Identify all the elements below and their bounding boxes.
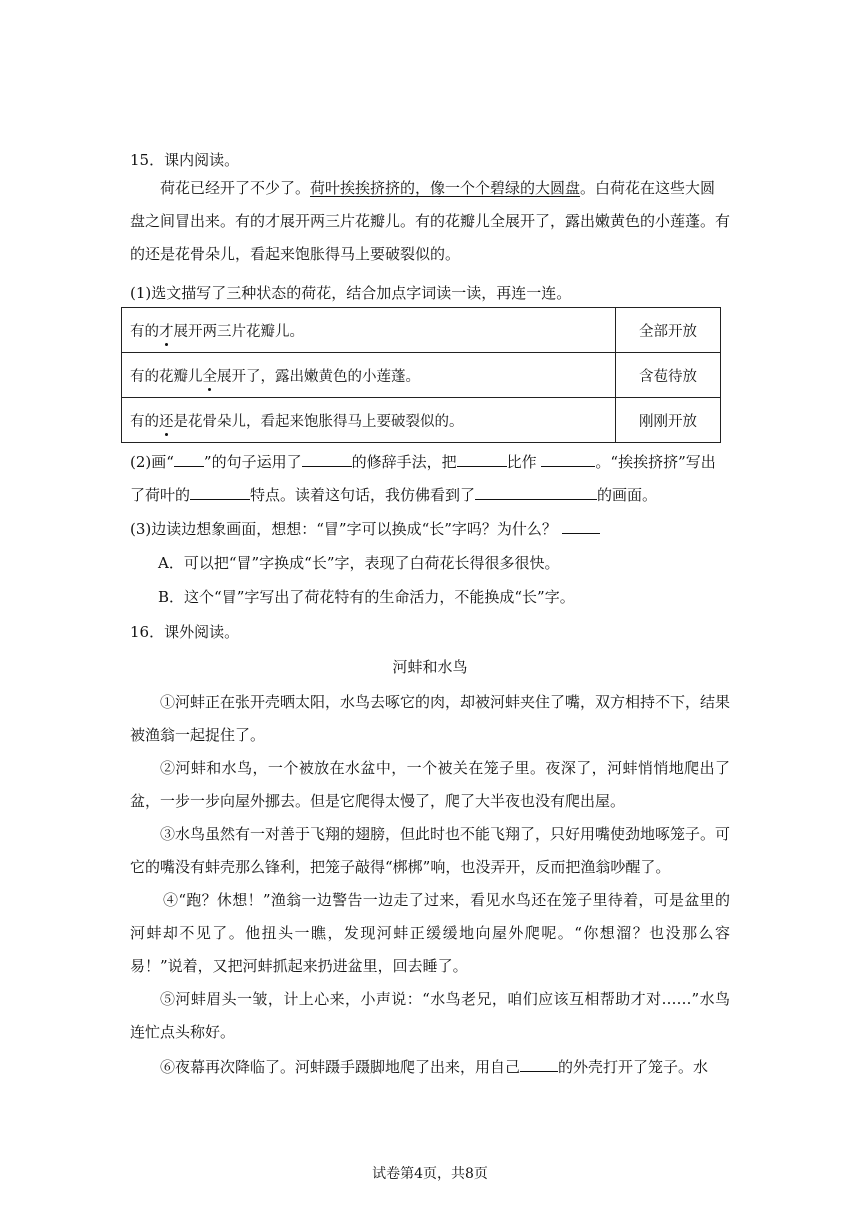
passage-rest: 。白荷花在这些大圆	[580, 179, 716, 197]
blank[interactable]	[475, 485, 597, 500]
passage-line-3: 的还是花骨朵儿，看起来饱胀得马上要破裂似的。	[130, 245, 461, 263]
q15-sub3: (3)边读边想象画面，想想：“冒”字可以换成“长”字吗？为什么？	[130, 519, 600, 539]
statement-cell: 有的还是花骨朵儿，看起来饱胀得马上要破裂似的。	[122, 398, 616, 443]
q15-sub2-line1: (2)画“ ”的句子运用了 的修辞手法，把 比作 。“挨挨挤挤”写出	[130, 453, 716, 471]
story-paragraph-4: ④“跑？休想！”渔翁一边警告一边走了过来，看见水鸟还在笼子里待着，可是盆里的河蚌却不见了。他扭头一瞧，发现河蚌正缓缓地向屋外爬呢。“你想溜？也没那么容易！”说着，又把河蚌抓起来扔进盆里，回去睡了。	[130, 891, 730, 975]
statement-cell: 有的才展开两三片花瓣儿。	[122, 308, 616, 353]
blank[interactable]	[541, 452, 595, 467]
blank[interactable]	[562, 519, 600, 534]
story-paragraph-5: ⑤河蚌眉头一皱，计上心来，小声说：“水鸟老兄，咱们应该互相帮助才对……”水鸟连忙点头称好。	[130, 990, 730, 1041]
table-row	[122, 308, 721, 353]
q15-heading: 15．课内阅读。	[130, 151, 240, 169]
story-paragraph-2: ②河蚌和水鸟，一个被放在水盆中，一个被关在笼子里。夜深了，河蚌悄悄地爬出了盆，一步一步向屋外挪去。但是它爬得太慢了，爬了大半夜也没有爬出屋。	[130, 759, 730, 810]
q15-passage	[130, 172, 730, 205]
story-title: 河蚌和水鸟	[392, 658, 468, 676]
blank[interactable]	[190, 485, 250, 500]
table-row	[122, 398, 721, 443]
dotted-char: 才	[159, 323, 174, 340]
q15-sub2-line2: 了荷叶的 特点。读着这句话，我仿佛看到了 的画面。	[130, 486, 658, 504]
blank[interactable]	[302, 452, 352, 467]
page-footer: 试卷第4页，共8页	[372, 1166, 488, 1182]
blank[interactable]	[174, 452, 204, 467]
passage-underlined-sentence: 荷叶挨挨挤挤的，像一个个碧绿的大圆盘	[310, 179, 581, 197]
table-row	[122, 353, 721, 398]
dotted-char: 全	[202, 368, 217, 385]
story-paragraph-1: ①河蚌正在张开壳晒太阳，水鸟去啄它的肉，却被河蚌夹住了嘴，双方相持不下，结果被渔翁一起捉住了。	[130, 693, 731, 744]
matching-table	[121, 307, 721, 443]
q15-sub1: (1)选文描写了三种状态的荷花，结合加点字词读一读，再连一连。	[130, 284, 572, 302]
q16-heading: 16．课外阅读。	[130, 623, 240, 641]
option-a[interactable]: A．可以把“冒”字换成“长”字，表现了白荷花长得很多很快。	[158, 554, 560, 572]
dotted-char: 还	[159, 413, 174, 430]
story-paragraph-3: ③水鸟虽然有一对善于飞翔的翅膀，但此时也不能飞翔了，只好用嘴使劲地啄笼子。可它的嘴没有蚌壳那么锋利，把笼子敲得“梆梆”响，也没弄开，反而把渔翁吵醒了。	[130, 825, 731, 876]
option-b[interactable]: B．这个“冒”字写出了荷花特有的生命活力，不能换成“长”字。	[158, 588, 575, 606]
passage-lead: 荷花已经开了不少了。	[160, 179, 311, 197]
option-cell[interactable]: 全部开放	[616, 308, 721, 353]
blank[interactable]	[520, 1057, 558, 1072]
statement-cell: 有的花瓣儿全展开了，露出嫩黄色的小莲蓬。	[122, 353, 616, 398]
passage-line-2: 盘之间冒出来。有的才展开两三片花瓣儿。有的花瓣儿全展开了，露出嫩黄色的小莲蓬。有	[130, 212, 731, 230]
option-cell[interactable]: 刚刚开放	[616, 398, 721, 443]
story-paragraph-6: ⑥夜幕再次降临了。河蚌蹑手蹑脚地爬了出来，用自己 的外壳打开了笼子。水	[160, 1058, 709, 1076]
blank[interactable]	[457, 452, 507, 467]
option-cell[interactable]: 含苞待放	[616, 353, 721, 398]
